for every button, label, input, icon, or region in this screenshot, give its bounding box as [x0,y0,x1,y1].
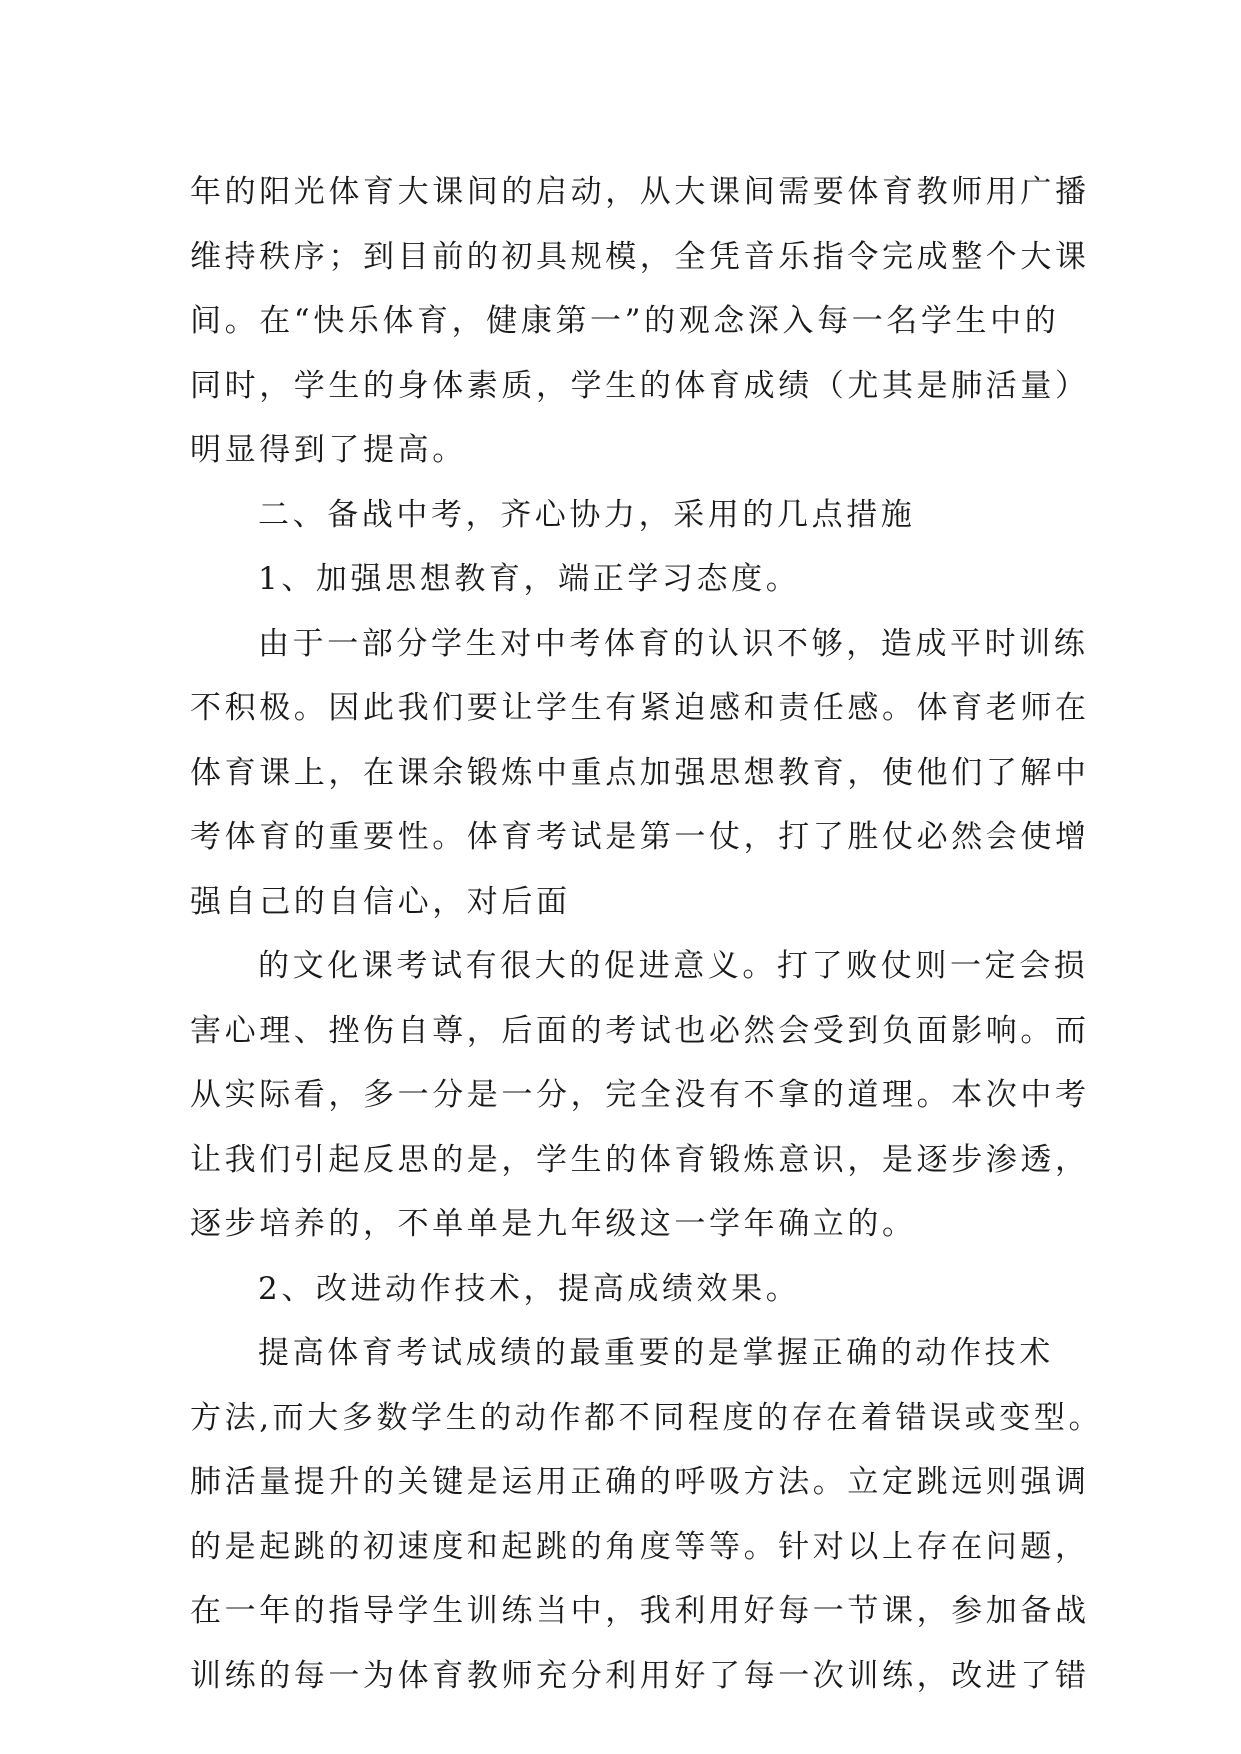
text-line: 害心理、挫伤自尊，后面的考试也必然会受到负面影响。而 [190,1012,1090,1049]
text-line: 维持秩序；到目前的初具规模，全凭音乐指令完成整个大课 [190,238,1090,275]
text-line: 间。在“快乐体育，健康第一”的观念深入每一名学生中的 [190,303,1060,339]
subsection-heading: 2、改进动作技术，提高成绩效果。 [258,1270,801,1307]
section-heading: 二、备战中考，齐心协力，采用的几点措施 [258,496,916,533]
text-line: 明显得到了提高。 [190,432,467,468]
text-line: 逐步培养的，不单单是九年级这一学年确立的。 [190,1206,917,1242]
text-line: 考体育的重要性。体育考试是第一仗，打了胜仗必然会使增 [190,819,1090,855]
text-line: 体育课上，在课余锻炼中重点加强思想教育，使他们了解中 [190,754,1090,791]
text-line: 由于一部分学生对中考体育的认识不够，造成平时训练 [258,625,1089,662]
text-line: 训练的每一为体育教师充分利用好了每一次训练，改进了错 [190,1657,1090,1694]
body-text [190,160,1104,1708]
text-line: 的是起跳的初速度和起跳的角度等等。针对以上存在问题， [190,1528,1090,1565]
text-line: 提高体育考试成绩的最重要的是掌握正确的动作技术 [258,1335,1054,1371]
text-line: 的文化课考试有很大的促进意义。打了败仗则一定会损 [258,948,1089,984]
text-line: 让我们引起反思的是，学生的体育锻炼意识，是逐步渗透， [190,1141,1090,1178]
text-line: 从实际看，多一分是一分，完全没有不拿的道理。本次中考 [190,1077,1090,1113]
text-line: 强自己的自信心，对后面 [190,883,571,920]
text-line: 肺活量提升的关键是运用正确的呼吸方法。立定跳远则强调 [190,1464,1090,1500]
text-line: 在一年的指导学生训练当中，我利用好每一节课，参加备战 [190,1593,1090,1629]
text-line: 同时，学生的身体素质，学生的体育成绩（尤其是肺活量） [190,367,1090,404]
text-line: 年的阳光体育大课间的启动，从大课间需要体育教师用广播 [190,174,1090,210]
text-line: 方法,而大多数学生的动作都不同程度的存在着错误或变型。 [190,1399,1104,1436]
subsection-heading: 1、加强思想教育，端正学习态度。 [258,561,801,597]
text-line: 不积极。因此我们要让学生有紧迫感和责任感。体育老师在 [190,690,1090,726]
